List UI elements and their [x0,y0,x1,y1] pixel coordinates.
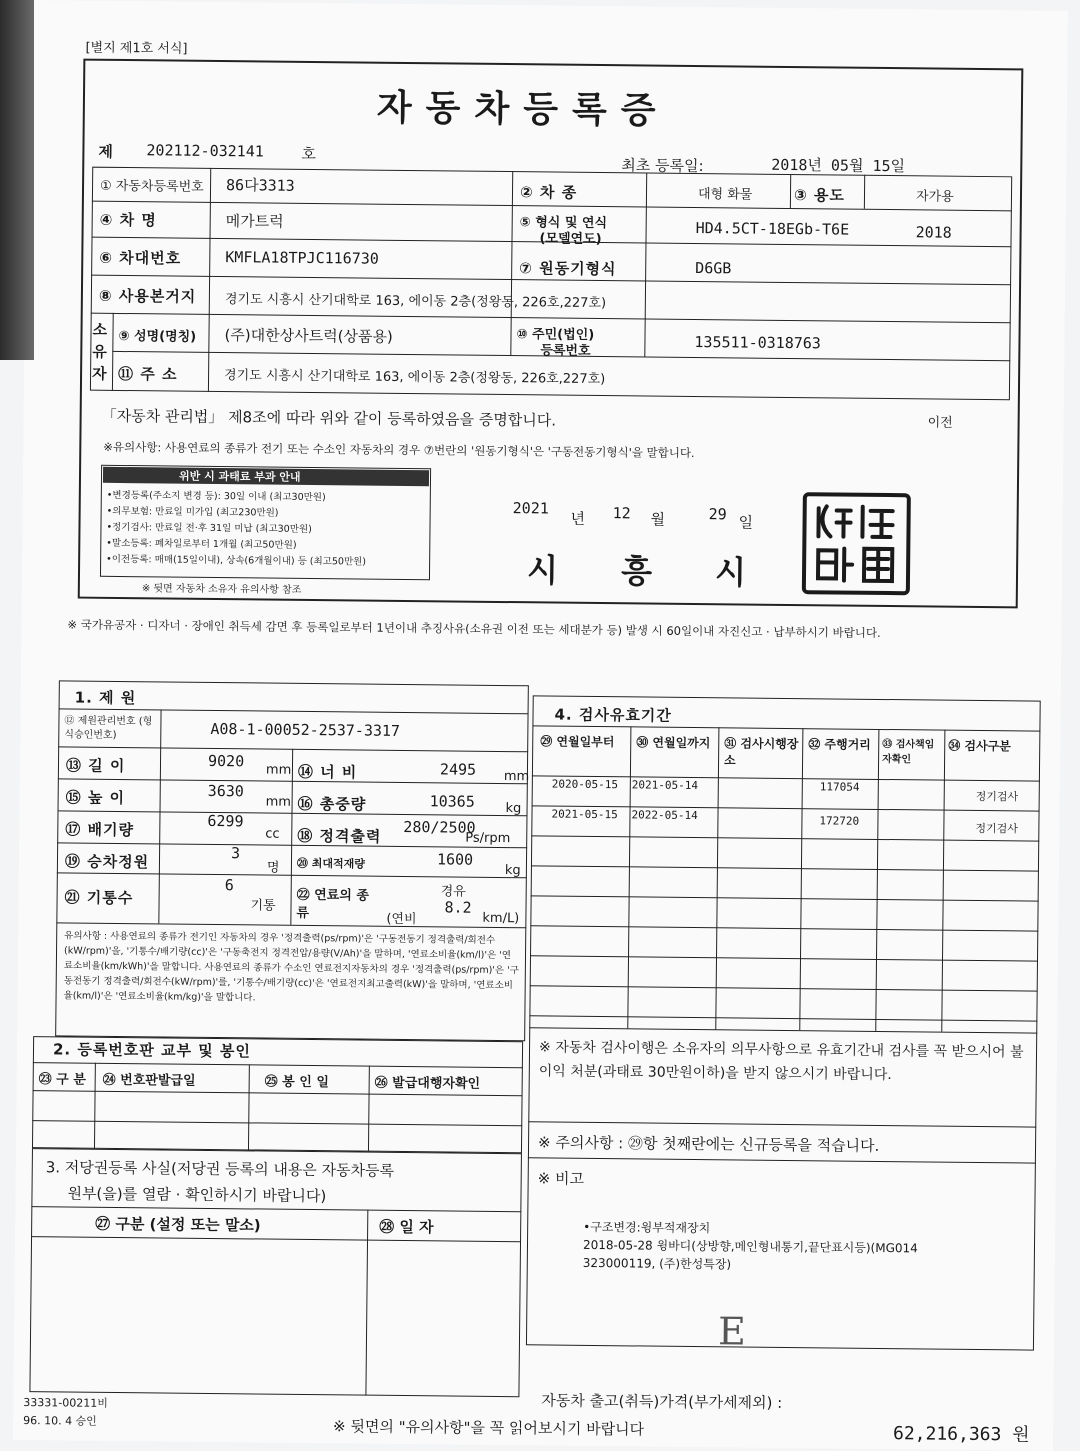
penalty-footer: ※ 뒷면 자동차 소유자 유의사항 참조 [141,583,302,596]
form-tag: [별지 제1호 서식] [85,40,188,57]
inspection-kind: 정기검사 [975,821,1018,836]
length-value: 9020 [207,751,245,771]
cylinders-value: 6 [224,876,234,895]
plates-col-header: ㉓ 구 분 [38,1072,86,1088]
cert-no-suffix: 호 [301,144,316,164]
inspection-to: 2021-05-14 [631,778,699,793]
inspection-col-header: ㉚ 연월일까지 [636,735,711,751]
height-value: 3630 [207,781,244,801]
seal-glyph-icon [806,496,907,591]
issue-day: 29 [708,505,727,524]
efficiency-label: (연비 [386,911,417,928]
specs-section-title: 1. 제 원 [74,688,137,708]
issue-month: 12 [612,504,631,523]
owner-id-label-2: 등록번호 [540,343,591,359]
width-label: ⑭ 너 비 [297,762,358,782]
handwritten-mark: E [717,1309,747,1354]
penalty-title: 위반 시 과태료 부과 안내 [178,469,301,484]
price-value: 62,216,363 원 [892,1423,1030,1446]
owner-name-label: ⑨ 성명(명칭) [118,328,197,345]
lien-section-title: 3. 저당권등록 사실(저당권 등록의 내용은 자동차등록 [45,1158,395,1180]
gross-weight-value: 10365 [429,792,475,811]
plates-col-header: ㉔ 번호판발급일 [102,1072,196,1089]
form-code: 33331-00211비 [23,1396,108,1410]
engine-value: D6GB [695,259,732,278]
price-label: 자동차 출고(취득)가격(부가세제외) : [541,1391,783,1412]
fuel-label: ㉒ 연료의 종류 [296,887,370,921]
address-label: ⑪ 주 소 [117,364,178,384]
document-title: 자동차등록증 [376,87,670,132]
cylinders-label: ㉑ 기통수 [64,888,134,908]
background-corner [0,0,34,360]
model-year-value: 2018 [915,223,952,242]
issue-year-unit: 년 [570,509,586,528]
certify-statement: 「자동차 관리법」 제8조에 따라 위와 같이 등록하였음을 증명합니다. [101,406,557,430]
certify-caution: ※유의사항: 사용연료의 종류가 전기 또는 수소인 자동차의 경우 ⑦번란의 '원동기형식'은 '구동전동기형식'을 말합니다. [103,439,695,461]
penalty-line: •정기검사: 만료일 전·후 31일 미납 (최고30만원) [106,521,312,536]
penalty-line: •의무보험: 만료일 미가입 (최고230만원) [106,505,279,519]
model-year-label: (모델연도) [539,231,602,248]
gross-weight-label: ⑯ 총중량 [297,794,367,814]
reg-no-value: 86다3313 [225,176,295,195]
official-seal [802,492,911,595]
inspection-caution: ※ 주의사항 : ㉙항 첫째란에는 신규등록을 적습니다. [537,1133,880,1155]
inspection-col-header: ㉜ 주행거리 [808,737,871,752]
cert-bottom-note: ※ 국가유공자 · 디자너 · 장애인 취득세 감면 후 등록일로부터 1년이내 추징사유(소유권 이전 또는 세대분가 등) 발생 시 60일이내 자진신고 · 납부하시기 바랍니다. [67,617,881,640]
payload-unit: kg [504,863,521,879]
inspection-section-title: 4. 검사유효기간 [554,705,672,725]
owner-side-label: 소유자 [91,320,109,383]
penalty-line: •이전등록: 매매(15일이내), 상속(6개월이내) 등 (최고50만원) [106,553,367,568]
displacement-unit: cc [265,826,280,842]
model-value: HD4.5CT-18EGb-T6E [695,219,850,239]
inspection-to: 2022-05-14 [631,808,698,823]
use-value: 자가용 [915,189,954,205]
inspection-mileage: 117054 [819,780,860,794]
penalty-line: •변경등록(주소지 변경 등): 30일 이내 (최고30만원) [106,489,326,504]
inspection-col-header: ㉙ 연월일부터 [540,734,615,750]
efficiency-unit: km/L) [482,910,520,927]
fuel-value: 경유 [440,884,466,900]
type-label: ② 차 종 [519,183,578,202]
first-reg-date: 2018년 05월 15일 [771,155,906,176]
address-value: 경기도 시흥시 산기대학로 163, 에이동 2층(정왕동, 226호,227호) [223,368,606,388]
use-label: ③ 용도 [793,186,845,205]
payload-label: ⑳ 최대적재량 [296,856,366,871]
approval-value: A08-1-00052-2537-3317 [210,719,401,740]
inspection-from: 2021-05-15 [551,807,618,822]
seats-unit: 명 [266,860,280,876]
lien-col-header: ㉘ 일 자 [379,1217,434,1237]
owner-id-label: ⑩ 주민(법인) [516,327,595,343]
plates-col-header: ㉖ 발급대행자확인 [374,1075,481,1092]
height-label: ⑮ 높 이 [65,788,126,808]
name-label: ④ 차 명 [99,210,157,230]
margin-note: 이전 [927,415,953,431]
engine-label: ⑦ 원동기형식 [519,259,617,279]
specs-caution: 유의사항 : 사용연료의 종류가 전기인 자동차의 경우 '정격출력(ps/rpm)'은 '구동전동기 정격출력/회전수(kW/rpm)'을, '기통수/배기량(cc)'은 '구동축전지 정격전압/용량(V/Ah)'을 말하며, '연료소비율(km/l)'은 '연료소비율(km/kWh)'을 말합니다. 사용연료의 종류가 수소인 연료전지자동차의 경우 '정격출력(ps/rpm)'은 '구동전동기 정격출력/회전수(kW/rpm)'를, '기통수/배기량(cc)'은 '연료전지최고출력(kW)'을 말하며, '연료소비율(km/l)'은 '연료소비율(km/kg)'을 말합니다. [63,930,519,1004]
vin-label: ⑥ 차대번호 [99,248,182,268]
owner-name-value: (주)대한상사트럭(상품용) [224,326,393,346]
reg-no-label: ① 자동차등록번호 [99,178,204,195]
plates-col-header: ㉕ 봉 인 일 [264,1074,330,1091]
penalty-line: •말소등록: 폐차일로부터 1개월 (최고50만원) [106,537,297,551]
vin-value: KMFLA18TPJC116730 [225,248,379,268]
remarks-title: ※ 비고 [537,1169,585,1188]
lien-col-header: ㉗ 구분 (설정 또는 말소) [95,1214,261,1235]
seats-label: ⑲ 승차정원 [64,852,150,872]
document-sheet [13,0,1068,1451]
efficiency-value: 8.2 [444,898,472,917]
displacement-value: 6299 [207,811,244,831]
plates-section-title: 2. 등록번호판 교부 및 봉인 [52,1040,252,1061]
issue-year: 2021 [512,499,549,518]
width-value: 2495 [439,760,477,779]
remarks-line: •구조변경:윙부적재장치 [583,1219,711,1236]
length-label: ⑬ 길 이 [65,756,126,776]
base-label: ⑧ 사용본거지 [98,286,197,306]
inspection-col-header: ㉝ 검사책임자확인 [882,738,935,766]
approval-label: ⑫ 제원관리번호 (형식승인번호) [64,715,153,741]
gross-weight-unit: kg [505,801,522,817]
seats-value: 3 [230,844,241,863]
power-label: ⑱ 정격출력 [297,826,382,846]
owner-id-value: 135511-0318763 [694,332,821,353]
cylinders-unit: 기통 [250,898,276,914]
remarks-line: 323000119, (주)한성특장) [582,1255,732,1272]
lien-section-title-2: 원부(을)를 열람 · 확인하시기 바랍니다) [67,1184,327,1206]
type-value: 대형 화물 [697,187,753,203]
name-value: 메가트럭 [225,212,284,231]
power-value: 280/2500 [403,817,476,837]
length-unit: mm [265,762,292,778]
footer-note: ※ 뒷면의 "유의사항"을 꼭 읽어보시기 바랍니다 [332,1417,645,1439]
cert-no: 202112-032141 [146,141,264,161]
width-unit: mm [503,769,530,785]
displacement-label: ⑰ 배기량 [65,820,135,840]
inspection-kind: 정기검사 [975,789,1019,804]
inspection-note: ※ 자동차 검사이행은 소유자의 의무사항으로 유효기간내 검사를 꼭 받으시어 불이익 처분(과태료 30만원이하)을 받지 않으시기 바랍니다. [538,1039,1024,1084]
approval-date: 96. 10. 4 승인 [23,1414,97,1428]
height-unit: mm [265,794,292,810]
power-unit: Ps/rpm [465,830,511,847]
issue-month-unit: 월 [650,510,666,529]
inspection-from: 2020-05-15 [551,777,619,792]
model-label: ⑤ 형식 및 연식 [519,215,608,232]
issuer-name: 시 흥 시 [526,551,773,592]
inspection-col-header: ㉛ 검사시행장소 [724,736,799,768]
remarks-line: 2018-05-28 윙바디(상방향,메인형내통기,끝단표시등)(MG014 [582,1237,918,1256]
first-reg-label: 최초 등록일: [621,156,704,176]
inspection-mileage: 172720 [819,814,860,828]
base-value: 경기도 시흥시 산기대학로 163, 에이동 2층(정왕동, 226호,227호) [224,292,607,312]
payload-value: 1600 [436,850,474,869]
issue-day-unit: 일 [738,513,754,532]
cert-no-prefix: 제 [98,142,114,161]
inspection-col-header: ㉞ 검사구분 [948,738,1011,754]
